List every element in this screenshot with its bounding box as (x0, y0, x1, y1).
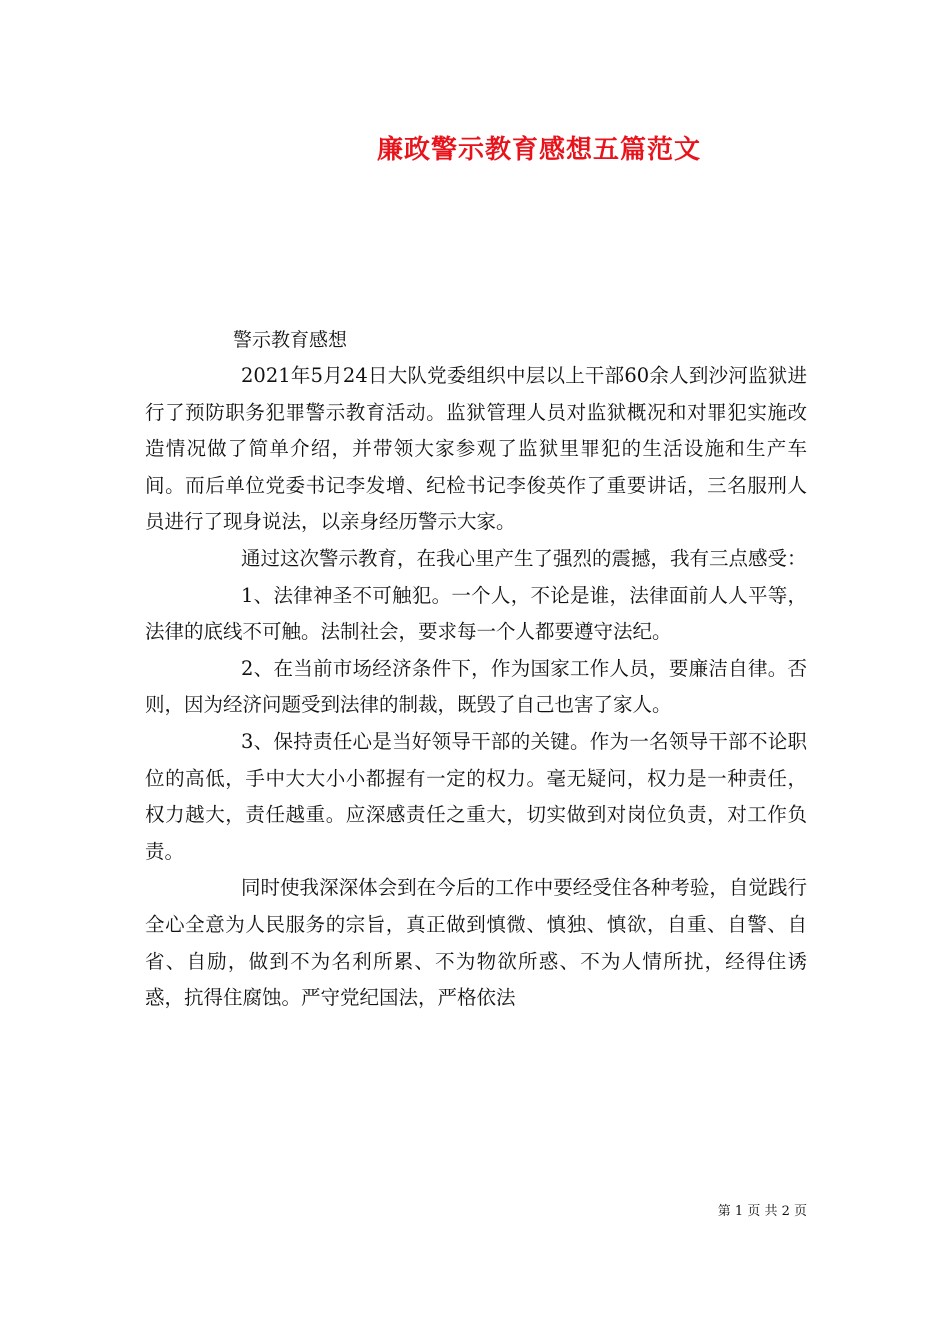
page-number: 第 1 页 共 2 页 (717, 1204, 807, 1219)
paragraph-point-3: 3、保持责任心是当好领导干部的关键。作为一名领导干部不论职位的高低，手中大大小小都握有一定的权力。毫无疑问，权力是一种责任，权力越大，责任越重。应深感责任之重大，切实做到对岗位负责，对工作负责。 (145, 729, 807, 863)
paragraph-intro: 2021年5月24日大队党委组织中层以上干部60余人到沙河监狱进行了预防职务犯罪警示教育活动。监狱管理人员对监狱概况和对罪犯实施改造情况做了简单介绍，并带领大家参观了监狱里罪犯的生活设施和生产车间。而后单位党委书记李发增、纪检书记李俊英作了重要讲话，三名服刑人员进行了现身说法，以亲身经历警示大家。 (145, 364, 807, 534)
paragraph-point-1: 1、法律神圣不可触犯。一个人，不论是谁，法律面前人人平等，法律的底线不可触。法制社会，要求每一个人都要遵守法纪。 (145, 583, 807, 644)
document-title: 廉政警示教育感想五篇范文 (376, 135, 701, 165)
paragraph-feelings-lead: 通过这次警示教育，在我心里产生了强烈的震撼，我有三点感受： (241, 546, 807, 570)
paragraph-point-2: 2、在当前市场经济条件下，作为国家工作人员，要廉洁自律。否则，因为经济问题受到法律的制裁，既毁了自己也害了家人。 (145, 656, 807, 717)
section-heading: 警示教育感想 (233, 329, 348, 351)
document-body (145, 322, 807, 1017)
paragraph-conclusion: 同时使我深深体会到在今后的工作中要经受住各种考验，自觉践行全心全意为人民服务的宗旨，真正做到慎微、慎独、慎欲，自重、自警、自省、自励，做到不为名利所累、不为物欲所惑、不为人情所扰，经得住诱惑，抗得住腐蚀。严守党纪国法，严格依法 (145, 876, 807, 1010)
